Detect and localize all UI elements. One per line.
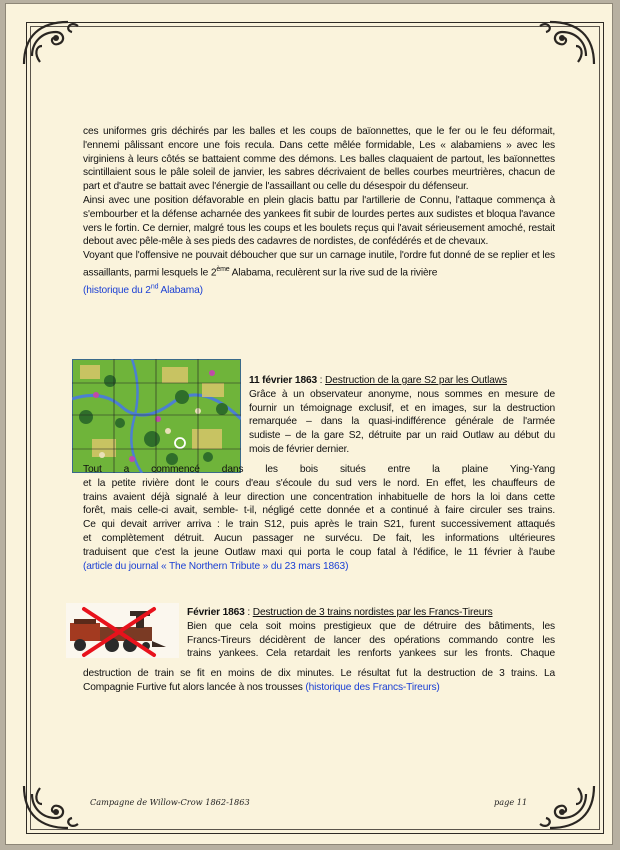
text-line: Bien que cela soit moins prestigieux que de détruire des bâtiments, les (187, 620, 555, 632)
text-line: trains avaient déjà signalé à leur direction une concentration inhabituelle de hors la loi dans cette (83, 491, 555, 503)
section2-full-lines (83, 667, 555, 681)
corner-ornament-icon (532, 16, 598, 68)
section2-last-line: Compagnie Furtive fut alors lancée à nos trousses (historique des Francs-Tireurs) (83, 681, 440, 693)
section2-right (187, 606, 555, 661)
corner-ornament-icon (20, 16, 86, 68)
corner-ornament-icon (532, 782, 598, 834)
footer-campaign-title: Campagne de Willow-Crow 1862-1863 (90, 797, 250, 807)
section2-heading: Février 1863 : Destruction de 3 trains nordistes par les Francs-Tireurs (187, 607, 493, 618)
paragraph-2: Ainsi avec une position défavorable en plein glacis battu par l'artillerie de Connu, l'attaque commença à s'embourber et la défense acharnée des yankees fit subir de lourdes pertes aux sudistes et bloqua l'avance vers le fortin. Ce dernier, malgré tous les coups et les boulets reçus qui l'avait sérieusement amoché, restait debout avec pêle-mêle à ses pieds des cadavres de nordistes, de confédérés et de chevaux. (83, 194, 555, 248)
section2-full (83, 667, 555, 695)
text-line: Tout a commencé dans les bois situés entre la plaine Ying-Yang (83, 464, 555, 475)
northern-tribute-link[interactable]: (article du journal « The Northern Tribute » du 23 mars 1863) (83, 560, 349, 572)
paragraph-3: Voyant que l'offensive ne pouvait déboucher que sur un carnage inutile, l'ordre fut donné de se replier et les assaillants, parmi lesquels le 2ème Alabama, reculèrent sur la rive sud de la rivière (historique du 2nd Alabama) (83, 250, 555, 296)
intro-text (83, 125, 555, 297)
section2-right-lines (187, 620, 555, 661)
text-line: mois de février dernier. (249, 443, 350, 455)
text-line: et complètement détruit. Aucun passager ne survécu. De fait, les informations ultérieures (83, 532, 555, 544)
francs-tireurs-history-link[interactable]: (historique des Francs-Tireurs) (305, 681, 440, 693)
text-line: sudiste – de la gare S2, détruite par un raid Outlaw au début du (249, 430, 555, 442)
text-line: fournir un témoignage exclusif, et en images, sur la destruction (249, 402, 555, 414)
section1-heading: 11 février 1863 : Destruction de la gare S2 par les Outlaws (249, 375, 507, 386)
footer-page-number: page 11 (494, 797, 528, 807)
section1-full (83, 463, 555, 573)
text-line: traduisent que c'est la jeune Outlaw maxi qui porta le coup fatal à l'édifice, le 11 février à l'aube (83, 546, 555, 558)
text-line: Ce qui devait arriver arriva : le train S12, puis après le train S21, furent successivement attaqués (83, 519, 555, 531)
crossed-train-image (66, 603, 179, 658)
text-line: Grâce à un observateur anonyme, nous sommes en mesure de (249, 388, 555, 400)
section1-full-lines (83, 463, 555, 560)
history-2nd-alabama-link[interactable]: (historique du 2nd Alabama) (83, 283, 203, 296)
text-line: forêt, mais celle-ci avait, semble- t-il, négligé cette donnée et a continué à faire circuler ses trains. (83, 505, 555, 517)
corner-ornament-icon (20, 782, 86, 834)
text-line: destruction de train se fit en moins de dix minutes. Le résultat fut la destruction de 3 trains. La (83, 668, 555, 679)
section1-right (249, 374, 555, 457)
paragraph-1: ces uniformes gris déchirés par les balles et les coups de baïonnettes, que le fer ou le feu déformait, l'ennemi pâlissant encore une fois recula. Dans cette mêlée formidable, Les « alabamiens » avec les virginiens à leurs côtés se battaient comme des démons. Les balles claquaient de partout, les baïonnettes scintillaient sous le pâle soleil de janvier, les sabres décrivaient de belles courbes meurtrières, chacun de part et d'autre se battait avec l'énergie de l'assaillant ou celle du désespoir du défenseur. (83, 126, 555, 193)
text-line: et la petite rivière dont le cours d'eau s'écoule du sud vers le nord. En effet, les chauffeurs de (83, 477, 555, 489)
text-line: remarquée – dans la quasi-indifférence générale de l'armée (249, 416, 555, 428)
section1-right-lines (249, 388, 555, 457)
map-image (72, 359, 241, 473)
text-line: Francs-Tireurs décidèrent de lancer des opérations commando contre les (187, 634, 555, 646)
text-line: trains yankees. Cela retardait les renforts yankees sur les fronts. Chaque (187, 648, 555, 660)
